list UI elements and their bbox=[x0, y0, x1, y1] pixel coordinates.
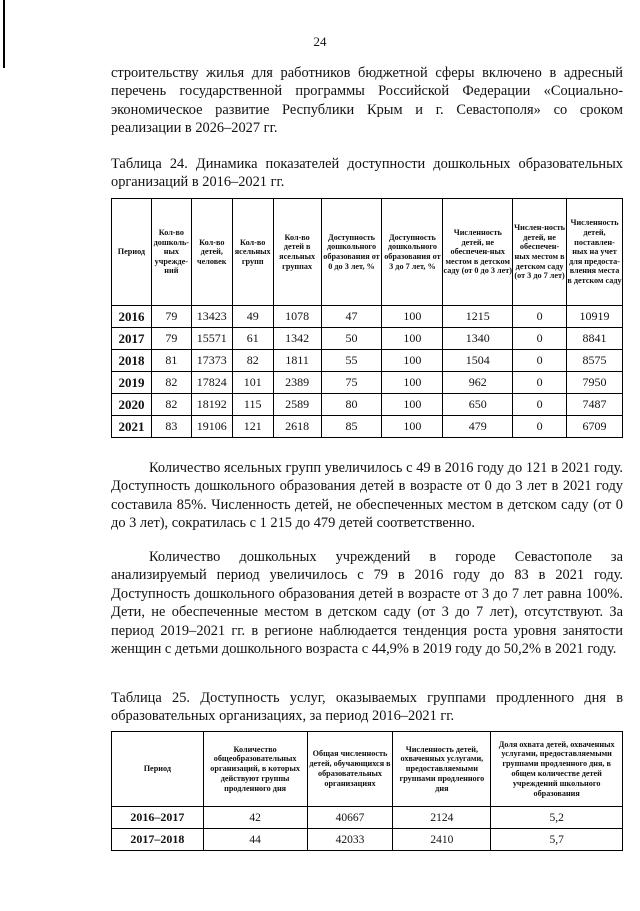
table-cell: 650 bbox=[443, 394, 513, 416]
table-cell: 15571 bbox=[191, 328, 232, 350]
table25-caption: Таблица 25. Доступность услуг, оказываемых группами продленного дня в образовательных организациях, за период 2016–2021 гг. bbox=[111, 690, 623, 725]
table-cell: 2389 bbox=[273, 372, 321, 394]
table-cell: 100 bbox=[382, 416, 443, 438]
table-cell: 79 bbox=[151, 306, 191, 328]
table25-header: Численность детей, охваченных услугами, предоставляемыми группами продленного дня bbox=[393, 732, 491, 807]
table-row bbox=[112, 829, 623, 851]
table-cell: 100 bbox=[382, 350, 443, 372]
table24-header-row bbox=[112, 199, 623, 306]
table-cell: 479 bbox=[443, 416, 513, 438]
table-cell: 0 bbox=[513, 328, 567, 350]
table-cell: 1342 bbox=[273, 328, 321, 350]
table-cell: 100 bbox=[382, 328, 443, 350]
table-cell: 44 bbox=[203, 829, 307, 851]
table24-header: Числен-ность детей, не обеспечен-ных местом в детском саду (от 3 до 7 лет) bbox=[513, 199, 567, 306]
table-cell-period: 2021 bbox=[112, 416, 152, 438]
table-cell: 42033 bbox=[307, 829, 393, 851]
table-cell: 2124 bbox=[393, 807, 491, 829]
table-cell: 0 bbox=[513, 350, 567, 372]
table-cell-period: 2018 bbox=[112, 350, 152, 372]
table-cell: 1215 bbox=[443, 306, 513, 328]
paragraph-nursery-groups: Количество ясельных групп увеличилось с 49 в 2016 году до 121 в 2021 году. Доступность дошкольного образования детей в возрасте от 0 до 3 лет в 2021 году составила 85%. Численность детей, не обеспеченных местом в детском саду (от 0 до 3 лет), сократилась с 1 215 до 479 детей соответственно. bbox=[111, 460, 623, 532]
table25-header: Доля охвата детей, охваченных услугами, предоставляемыми группами продленного дня, в общем количестве детей учреждений школьного образования bbox=[491, 732, 623, 807]
table-cell: 40667 bbox=[307, 807, 393, 829]
table-cell: 19106 bbox=[191, 416, 232, 438]
table-row bbox=[112, 416, 623, 438]
table-cell: 10919 bbox=[567, 306, 623, 328]
table24-header: Кол-во ясельных групп bbox=[232, 199, 273, 306]
table-cell: 962 bbox=[443, 372, 513, 394]
table-cell: 80 bbox=[321, 394, 382, 416]
table25-header-row bbox=[112, 732, 623, 807]
table-cell: 55 bbox=[321, 350, 382, 372]
table-cell: 82 bbox=[151, 372, 191, 394]
table24-header: Доступность дошкольного образования от 3 до 7 лет, % bbox=[382, 199, 443, 306]
table-cell: 79 bbox=[151, 328, 191, 350]
table24-header: Кол-во детей, человек bbox=[191, 199, 232, 306]
table-cell: 75 bbox=[321, 372, 382, 394]
table-cell: 7950 bbox=[567, 372, 623, 394]
table-cell: 5,7 bbox=[491, 829, 623, 851]
table-cell-period: 2017 bbox=[112, 328, 152, 350]
table25-header: Период bbox=[112, 732, 204, 807]
table-row bbox=[112, 372, 623, 394]
table-cell-period: 2019 bbox=[112, 372, 152, 394]
table-cell: 2410 bbox=[393, 829, 491, 851]
table-cell: 100 bbox=[382, 394, 443, 416]
table25-header: Общая численность детей, обучающихся в образовательных организациях bbox=[307, 732, 393, 807]
table-cell: 0 bbox=[513, 416, 567, 438]
table-cell: 49 bbox=[232, 306, 273, 328]
table25 bbox=[111, 731, 623, 851]
table24 bbox=[111, 198, 623, 438]
table-cell: 1340 bbox=[443, 328, 513, 350]
table-cell-period: 2017–2018 bbox=[112, 829, 204, 851]
table24-header: Кол-во дошколь-ных учрежде-ний bbox=[151, 199, 191, 306]
table24-header: Кол-во детей в ясельных группах bbox=[273, 199, 321, 306]
table24-caption: Таблица 24. Динамика показателей доступности дошкольных образовательных организаций в 2016–2021 гг. bbox=[111, 156, 623, 191]
table-cell: 2618 bbox=[273, 416, 321, 438]
table-cell: 82 bbox=[151, 394, 191, 416]
table-cell: 6709 bbox=[567, 416, 623, 438]
table-cell: 50 bbox=[321, 328, 382, 350]
table-cell: 83 bbox=[151, 416, 191, 438]
table-row bbox=[112, 328, 623, 350]
table-cell: 42 bbox=[203, 807, 307, 829]
table-row bbox=[112, 394, 623, 416]
table-cell-period: 2016 bbox=[112, 306, 152, 328]
table-cell: 100 bbox=[382, 372, 443, 394]
intro-paragraph: строительству жилья для работников бюджетной сферы включено в адресный перечень государственной программы Российской Федерации «Социально-экономическое развитие Республики Крым и г. Севастополя» со сроком реализации в 2026–2027 гг. bbox=[111, 65, 623, 137]
table24-header: Численность детей, не обеспечен-ных местом в детском саду (от 0 до 3 лет) bbox=[443, 199, 513, 306]
table-cell: 115 bbox=[232, 394, 273, 416]
table-cell-period: 2016–2017 bbox=[112, 807, 204, 829]
table-row bbox=[112, 807, 623, 829]
table-cell: 1504 bbox=[443, 350, 513, 372]
table-cell: 85 bbox=[321, 416, 382, 438]
table-cell: 5,2 bbox=[491, 807, 623, 829]
table-cell: 0 bbox=[513, 372, 567, 394]
table-cell-period: 2020 bbox=[112, 394, 152, 416]
table25-header: Количество общеобразовательных организаций, в которых действуют группы продленного дня bbox=[203, 732, 307, 807]
table-cell: 121 bbox=[232, 416, 273, 438]
table-cell: 1078 bbox=[273, 306, 321, 328]
table-cell: 100 bbox=[382, 306, 443, 328]
table-row bbox=[112, 306, 623, 328]
table-cell: 0 bbox=[513, 306, 567, 328]
paragraph-preschool-count: Количество дошкольных учреждений в городе Севастополе за анализируемый период увеличилось с 79 в 2016 году до 83 в 2021 году. Доступность дошкольного образования детей в возрасте от 3 до 7 лет равна 100%. Дети, не обеспеченные местом в детском саду (от 3 до 7 лет), отсутствуют. За период 2019–2021 гг. в регионе наблюдается тенденция роста уровня занятости женщин с детьми дошкольного возраста с 44,9% в 2019 году до 50,2% в 2021 году. bbox=[111, 549, 623, 658]
table-row bbox=[112, 350, 623, 372]
table-cell: 1811 bbox=[273, 350, 321, 372]
table-cell: 81 bbox=[151, 350, 191, 372]
table-cell: 0 bbox=[513, 394, 567, 416]
table-cell: 8841 bbox=[567, 328, 623, 350]
table-cell: 17373 bbox=[191, 350, 232, 372]
table-cell: 7487 bbox=[567, 394, 623, 416]
table-cell: 8575 bbox=[567, 350, 623, 372]
page-number: 24 bbox=[313, 34, 327, 49]
table24-header: Доступность дошкольного образования от 0 до 3 лет, % bbox=[321, 199, 382, 306]
table24-header: Численность детей, поставлен-ных на учет для предоста-вления места в детском саду bbox=[567, 199, 623, 306]
table-cell: 17824 bbox=[191, 372, 232, 394]
table-cell: 13423 bbox=[191, 306, 232, 328]
table-cell: 101 bbox=[232, 372, 273, 394]
table-cell: 82 bbox=[232, 350, 273, 372]
table-cell: 61 bbox=[232, 328, 273, 350]
table24-header: Период bbox=[112, 199, 152, 306]
table-cell: 47 bbox=[321, 306, 382, 328]
table-cell: 2589 bbox=[273, 394, 321, 416]
table-cell: 18192 bbox=[191, 394, 232, 416]
